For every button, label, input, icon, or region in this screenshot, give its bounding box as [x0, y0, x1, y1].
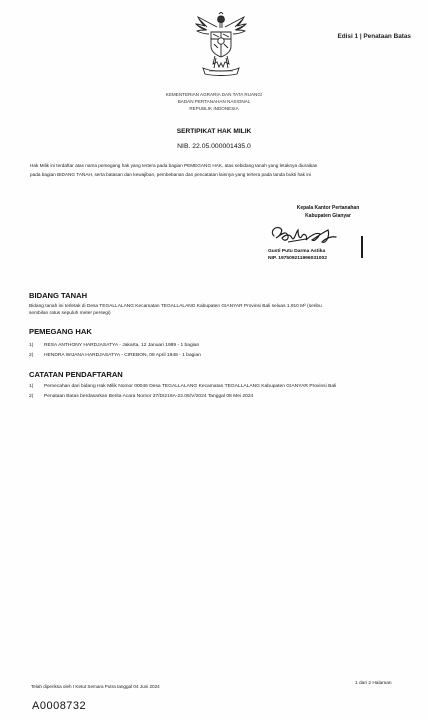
certificate-nib: NIB. 22.05.000001435.0	[177, 143, 251, 150]
handwritten-signature	[268, 222, 340, 248]
intro-line: pada bagian BIDANG TANAH, serta batasan dan kewajiban, pembebanan dan pencatatan lainnya yang tertera pada tanda bukti hak ini	[30, 172, 312, 177]
signature-mark	[361, 236, 363, 258]
serial-number: A0008732	[32, 700, 87, 712]
list-item	[29, 341, 399, 351]
bidang-tanah-line: Bidang tanah ini terletak di Desa TEGALLALANG Kecamatan TEGALLALANG Kabupaten GIANYAR Provinsi Bali seluas 1.910 M² (seribu	[29, 304, 322, 309]
signatory-name: Gusti Putu Darma Astika	[268, 249, 326, 254]
bidang-tanah-text	[29, 304, 399, 317]
agency-line: BADAN PERTANAHAN NASIONAL	[177, 98, 251, 104]
list-item	[29, 382, 399, 392]
checked-by-note: Telah diperiksa oleh I Ketut Semara Putra tanggal 04 Juni 2024	[31, 684, 160, 689]
certificate-intro	[30, 161, 402, 179]
agency-header	[0, 92, 428, 112]
list-item	[29, 392, 399, 402]
item-number: 1)	[29, 343, 34, 348]
intro-line: Hak Milik ini terdaftar atas nama pemegang hak yang tertera pada bagian PEMEGANG HAK, atas sebidang tanah yang letaknya diuraikan	[30, 163, 318, 168]
bidang-tanah-line: sembilan ratus sepuluh meter persegi)	[29, 310, 111, 316]
catatan-list	[29, 382, 399, 401]
agency-line: REPUBLIK INDONESIA	[189, 105, 239, 111]
signatory-office: Kepala Kantor Pertanahan	[296, 205, 360, 211]
item-number: 2)	[29, 352, 34, 358]
pemegang-hak-list	[29, 341, 399, 360]
item-number: 2)	[29, 393, 34, 399]
agency-line: KEMENTERIAN AGRARIA DAN TATA RUANG/	[165, 92, 263, 97]
item-text: HENDRA WIJANA HARDJASATYA - CIREBON, 08 April 1948 - 1 bagian	[44, 352, 201, 358]
item-text: Pemecahan dari bidang Hak Milik Nomor 00046 Desa TEGALLALANG Kecamatan TEGALLALANG Kabupaten GIANYAR Provinsi Bali	[44, 384, 337, 389]
certificate-title: SERTIPIKAT HAK MILIK	[176, 128, 252, 135]
signatory-nip: NIP. 197509211996031002	[268, 256, 327, 261]
page-indicator: 1 dari 2 Halaman	[355, 681, 392, 686]
signatory-office-region: Kabupaten Gianyar	[305, 213, 351, 219]
section-heading-bidang-tanah: BIDANG TANAH	[29, 291, 88, 300]
list-item	[29, 351, 399, 361]
item-text: RESA ANTHONY HARDJASATYA - Jakarta, 12 Januari 1989 - 1 bagian	[44, 343, 200, 348]
section-heading-pemegang-hak: PEMEGANG HAK	[29, 327, 92, 336]
section-heading-catatan: CATATAN PENDAFTARAN	[29, 370, 123, 379]
edition-label: Edisi 1 | Penataan Batas	[337, 33, 411, 40]
item-number: 1)	[29, 384, 34, 389]
garuda-emblem-icon	[193, 12, 249, 76]
signature-block	[268, 204, 388, 262]
item-text: Penataan Batas berdasarkan Berita Acara Nomor 37/DI219A-22.05/V/2024 Tanggal 08 Mei 2024	[44, 393, 254, 399]
